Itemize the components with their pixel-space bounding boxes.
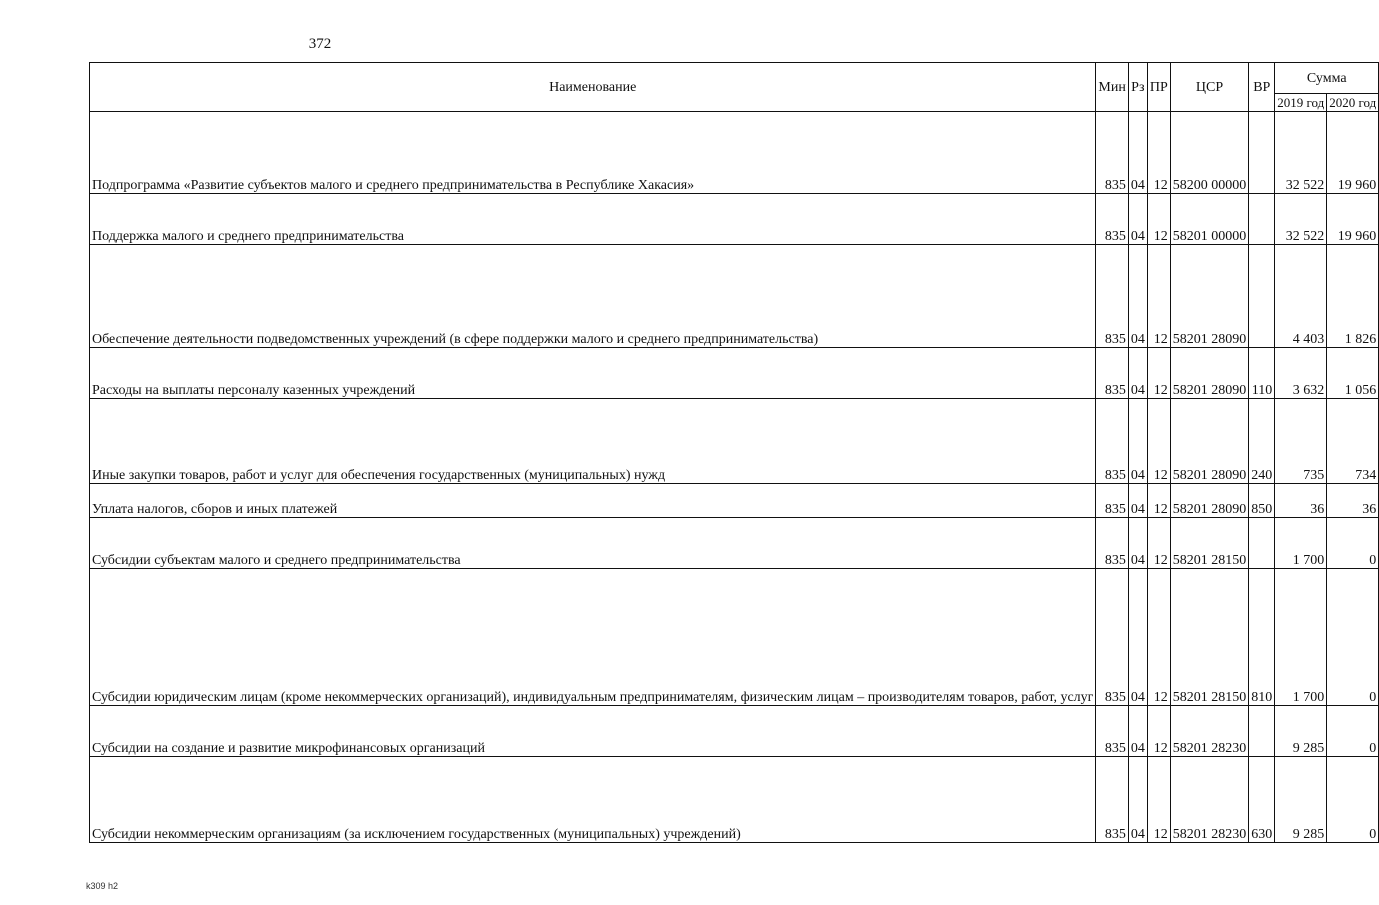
table-row xyxy=(90,194,1379,245)
row-vr: 110 xyxy=(1249,348,1275,399)
row-name: Субсидии юридическим лицам (кроме некоммерческих организаций), индивидуальным предпринимателям, физическим лицам – производителям товаров, работ, услуг xyxy=(90,569,1096,706)
row-min: 835 xyxy=(1096,484,1128,518)
row-vr xyxy=(1249,706,1275,757)
table-row xyxy=(90,112,1379,194)
row-pr: 12 xyxy=(1147,245,1170,348)
row-pr: 12 xyxy=(1147,757,1170,843)
table-row xyxy=(90,348,1379,399)
row-csr: 58201 00000 xyxy=(1170,194,1249,245)
header-name: Наименование xyxy=(90,63,1096,112)
header-year-2020: 2020 год xyxy=(1327,94,1379,112)
table-row xyxy=(90,518,1379,569)
row-amount-2020: 19 960 xyxy=(1327,112,1379,194)
row-rz: 04 xyxy=(1128,194,1147,245)
header-sum: Сумма xyxy=(1275,63,1379,94)
row-amount-2019: 735 xyxy=(1275,399,1327,484)
row-pr: 12 xyxy=(1147,399,1170,484)
table-row xyxy=(90,484,1379,518)
row-amount-2019: 4 403 xyxy=(1275,245,1327,348)
row-rz: 04 xyxy=(1128,757,1147,843)
row-min: 835 xyxy=(1096,569,1128,706)
row-rz: 04 xyxy=(1128,112,1147,194)
footer-note: k309 h2 xyxy=(86,881,119,891)
row-pr: 12 xyxy=(1147,348,1170,399)
row-vr: 240 xyxy=(1249,399,1275,484)
row-name: Субсидии на создание и развитие микрофинансовых организаций xyxy=(90,706,1096,757)
row-min: 835 xyxy=(1096,757,1128,843)
row-rz: 04 xyxy=(1128,348,1147,399)
row-amount-2020: 36 xyxy=(1327,484,1379,518)
row-min: 835 xyxy=(1096,518,1128,569)
row-csr: 58201 28230 xyxy=(1170,757,1249,843)
row-csr: 58201 28090 xyxy=(1170,348,1249,399)
table-row xyxy=(90,399,1379,484)
row-csr: 58200 00000 xyxy=(1170,112,1249,194)
row-amount-2019: 3 632 xyxy=(1275,348,1327,399)
row-rz: 04 xyxy=(1128,484,1147,518)
row-pr: 12 xyxy=(1147,194,1170,245)
row-name: Иные закупки товаров, работ и услуг для обеспечения государственных (муниципальных) нужд xyxy=(90,399,1096,484)
row-amount-2019: 36 xyxy=(1275,484,1327,518)
row-amount-2020: 0 xyxy=(1327,518,1379,569)
row-amount-2019: 32 522 xyxy=(1275,112,1327,194)
row-min: 835 xyxy=(1096,706,1128,757)
row-rz: 04 xyxy=(1128,518,1147,569)
row-vr xyxy=(1249,245,1275,348)
row-name: Уплата налогов, сборов и иных платежей xyxy=(90,484,1096,518)
row-csr: 58201 28230 xyxy=(1170,706,1249,757)
row-vr: 630 xyxy=(1249,757,1275,843)
row-amount-2020: 0 xyxy=(1327,569,1379,706)
header-year-2019: 2019 год xyxy=(1275,94,1327,112)
row-amount-2020: 0 xyxy=(1327,757,1379,843)
header-rz: Рз xyxy=(1128,63,1147,112)
row-name: Обеспечение деятельности подведомственных учреждений (в сфере поддержки малого и среднего предпринимательства) xyxy=(90,245,1096,348)
row-amount-2020: 734 xyxy=(1327,399,1379,484)
header-pr: ПР xyxy=(1147,63,1170,112)
row-csr: 58201 28090 xyxy=(1170,399,1249,484)
row-pr: 12 xyxy=(1147,484,1170,518)
row-csr: 58201 28150 xyxy=(1170,518,1249,569)
row-min: 835 xyxy=(1096,399,1128,484)
row-csr: 58201 28150 xyxy=(1170,569,1249,706)
row-min: 835 xyxy=(1096,245,1128,348)
row-amount-2019: 1 700 xyxy=(1275,569,1327,706)
row-amount-2020: 0 xyxy=(1327,706,1379,757)
header-csr: ЦСР xyxy=(1170,63,1249,112)
row-pr: 12 xyxy=(1147,112,1170,194)
row-amount-2019: 9 285 xyxy=(1275,757,1327,843)
row-amount-2020: 1 826 xyxy=(1327,245,1379,348)
row-min: 835 xyxy=(1096,112,1128,194)
row-rz: 04 xyxy=(1128,706,1147,757)
row-rz: 04 xyxy=(1128,399,1147,484)
row-csr: 58201 28090 xyxy=(1170,484,1249,518)
header-vr: ВР xyxy=(1249,63,1275,112)
row-pr: 12 xyxy=(1147,518,1170,569)
row-name: Субсидии некоммерческим организациям (за исключением государственных (муниципальных) учреждений) xyxy=(90,757,1096,843)
row-rz: 04 xyxy=(1128,245,1147,348)
row-rz: 04 xyxy=(1128,569,1147,706)
table-row xyxy=(90,706,1379,757)
row-vr xyxy=(1249,112,1275,194)
row-vr xyxy=(1249,518,1275,569)
header-min: Мин xyxy=(1096,63,1128,112)
budget-table xyxy=(89,62,1379,843)
row-vr: 810 xyxy=(1249,569,1275,706)
page-number: 372 xyxy=(308,36,332,52)
row-min: 835 xyxy=(1096,348,1128,399)
table-row xyxy=(90,757,1379,843)
row-name: Расходы на выплаты персоналу казенных учреждений xyxy=(90,348,1096,399)
row-name: Субсидии субъектам малого и среднего предпринимательства xyxy=(90,518,1096,569)
row-amount-2019: 32 522 xyxy=(1275,194,1327,245)
row-amount-2019: 9 285 xyxy=(1275,706,1327,757)
row-name: Подпрограмма «Развитие субъектов малого и среднего предпринимательства в Республике Хакасия» xyxy=(90,112,1096,194)
row-min: 835 xyxy=(1096,194,1128,245)
row-csr: 58201 28090 xyxy=(1170,245,1249,348)
row-pr: 12 xyxy=(1147,706,1170,757)
row-amount-2020: 19 960 xyxy=(1327,194,1379,245)
row-vr xyxy=(1249,194,1275,245)
row-pr: 12 xyxy=(1147,569,1170,706)
row-amount-2020: 1 056 xyxy=(1327,348,1379,399)
table-row xyxy=(90,245,1379,348)
row-amount-2019: 1 700 xyxy=(1275,518,1327,569)
row-name: Поддержка малого и среднего предпринимательства xyxy=(90,194,1096,245)
table-row xyxy=(90,569,1379,706)
row-vr: 850 xyxy=(1249,484,1275,518)
